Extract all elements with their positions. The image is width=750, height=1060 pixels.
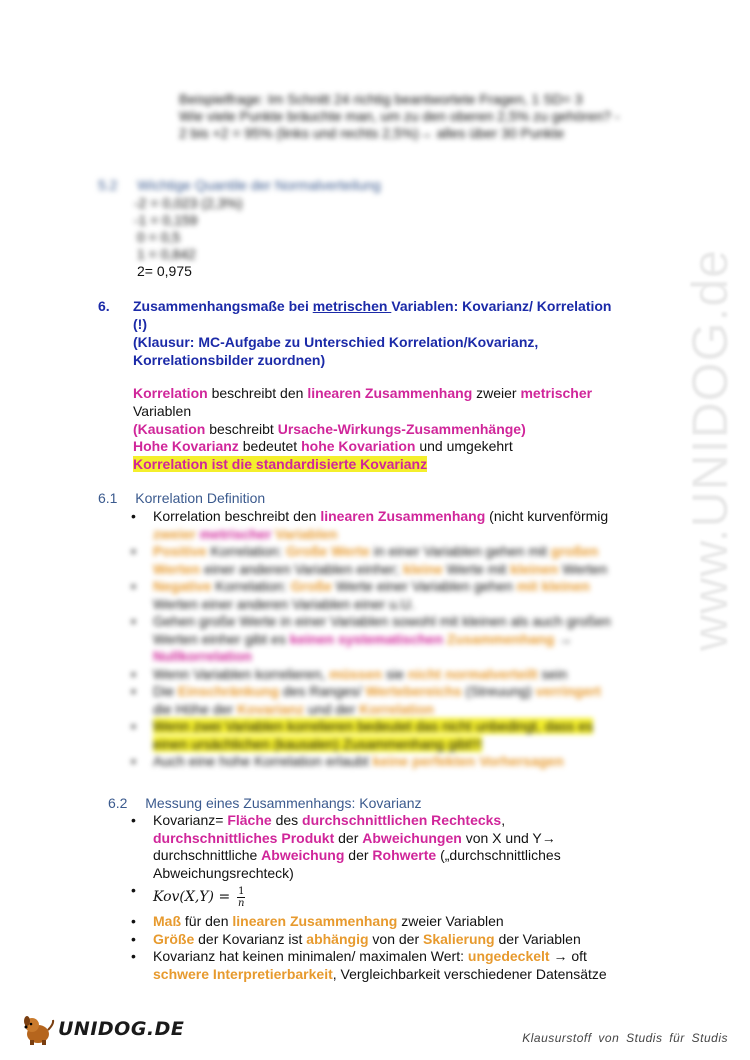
section-6-title-line: (Klausur: MC-Aufgabe zu Unterschied Korrelation/Kovarianz, [133,334,539,350]
watermark [670,140,750,760]
list-item: • Kovarianz= Fläche des durchschnittlichen Rechtecks, durchschnittliches Produkt der Abweichungen von X und Y→ durchschnittliche Abweichung der Rohwerte („durchschnittliches Abweichungsrechteck) [131,812,661,882]
section-title: Wichtige Quantile der Normalverteilung [137,177,381,193]
section-title: Messung eines Zusammenhangs: Kovarianz [145,795,422,811]
correlation-definition-list-blurred [131,543,651,771]
list-item: • Positive Korrelation: Große Werte in einer Variablen gehen mit großen Werten einer anderen Variablen einher; kleine Werte mit kleinen Werten [131,543,651,578]
list-item: • Korrelation beschreibt den linearen Zusammenhang (nicht kurvenförmig zweier metrischer Variablen [131,508,651,543]
unidog-logo [20,1012,184,1046]
section-6-1-heading [98,489,265,507]
paragraph: Korrelation beschreibt den linearen Zusammenhang zweier metrischer [133,385,593,401]
list-item: • Auch eine hohe Korrelation erlaubt keine perfekten Vorhersagen [131,753,651,771]
covariance-list [131,812,661,983]
list-item: • Maß für den linearen Zusammenhang zweier Variablen [131,913,661,931]
watermark-text: www.UNIDOG.de [682,249,738,651]
list-item: • Gehen große Werte in einer Variablen sowohl mit kleinen als auch großen Werten einher gibt es keinen systematischen Zusammenhang → Nullkorrelation [131,613,651,666]
quantile-item: 1 = 0,842 [137,246,196,262]
quantile-item: -1 = 0,159 [134,212,198,228]
quantile-item: 2= 0,975 [137,263,192,279]
intro-line: Wie viele Punkte bräuchte man, um zu den oberen 2,5% zu gehören? - [179,108,620,124]
correlation-definition-list [131,508,651,543]
quantile-item: 0 = 0,5 [137,229,181,245]
section-number: 6. [98,298,110,314]
list-item: • Kovarianz hat keinen minimalen/ maximalen Wert: ungedeckelt → oft schwere Interpretierbarkeit, Vergleichbarkeit verschiedener Datensätze [131,948,661,983]
footer-tagline: Klausurstoff von Studis für Studis [522,1031,728,1045]
section-6-2-heading [108,794,422,812]
quantile-item: -2 = 0,023 (2,3%) [134,195,243,211]
paragraph: Hohe Kovarianz bedeutet hohe Kovariation und umgekehrt [133,438,513,454]
section-number: 6.2 [108,795,128,811]
section-number: 5.2 [98,177,118,193]
section-6-title: Zusammenhangsmaße bei metrischen Variablen: Kovarianz/ Korrelation [133,298,612,314]
covariance-formula: Kov(X,Y) = [153,889,231,906]
fraction: $\frac{1}{n}$ [238,886,245,909]
section-6-title-line: (!) [133,316,147,332]
section-title: Korrelation Definition [135,490,266,506]
section-6-title-line: Korrelationsbilder zuordnen) [133,352,326,368]
highlighted-statement: Korrelation ist die standardisierte Kovarianz [133,456,428,472]
list-item [131,882,661,913]
dog-icon [20,1012,56,1046]
list-item: • Negative Korrelation: Große Werte einer Variablen gehen mit kleinen Werten einer anderen Variablen einer u.U. [131,578,651,613]
list-item: • Wenn Variablen korrelieren, müssen sie nicht normalverteilt sein [131,666,651,684]
intro-line: Beispielfrage: Im Schnitt 24 richtig beantwortete Fragen, 1 SD= 3 [179,91,583,107]
brand-name: UNIDOG.DE [58,1018,185,1040]
section-number: 6.1 [98,490,118,506]
list-item: • Größe der Kovarianz ist abhängig von der Skalierung der Variablen [131,931,661,949]
paragraph: (Kausation beschreibt Ursache-Wirkungs-Zusammenhänge) [133,421,526,437]
list-item: • Wenn zwei Variablen korrelieren bedeutet das nicht unbedingt, dass es einen ursächlichen (kausalen) Zusammenhang gibt!!! [131,718,651,753]
intro-line: 2 bis +2 = 95% (links und rechts 2,5%)→ alles über 30 Punkte [179,125,565,141]
list-item: • Die Einschränkung des Ranges/ Wertebereichs (Streuung) verringert die Höhe der Kovarianz und der Korrelation [131,683,651,718]
paragraph-line: Variablen [133,403,192,419]
